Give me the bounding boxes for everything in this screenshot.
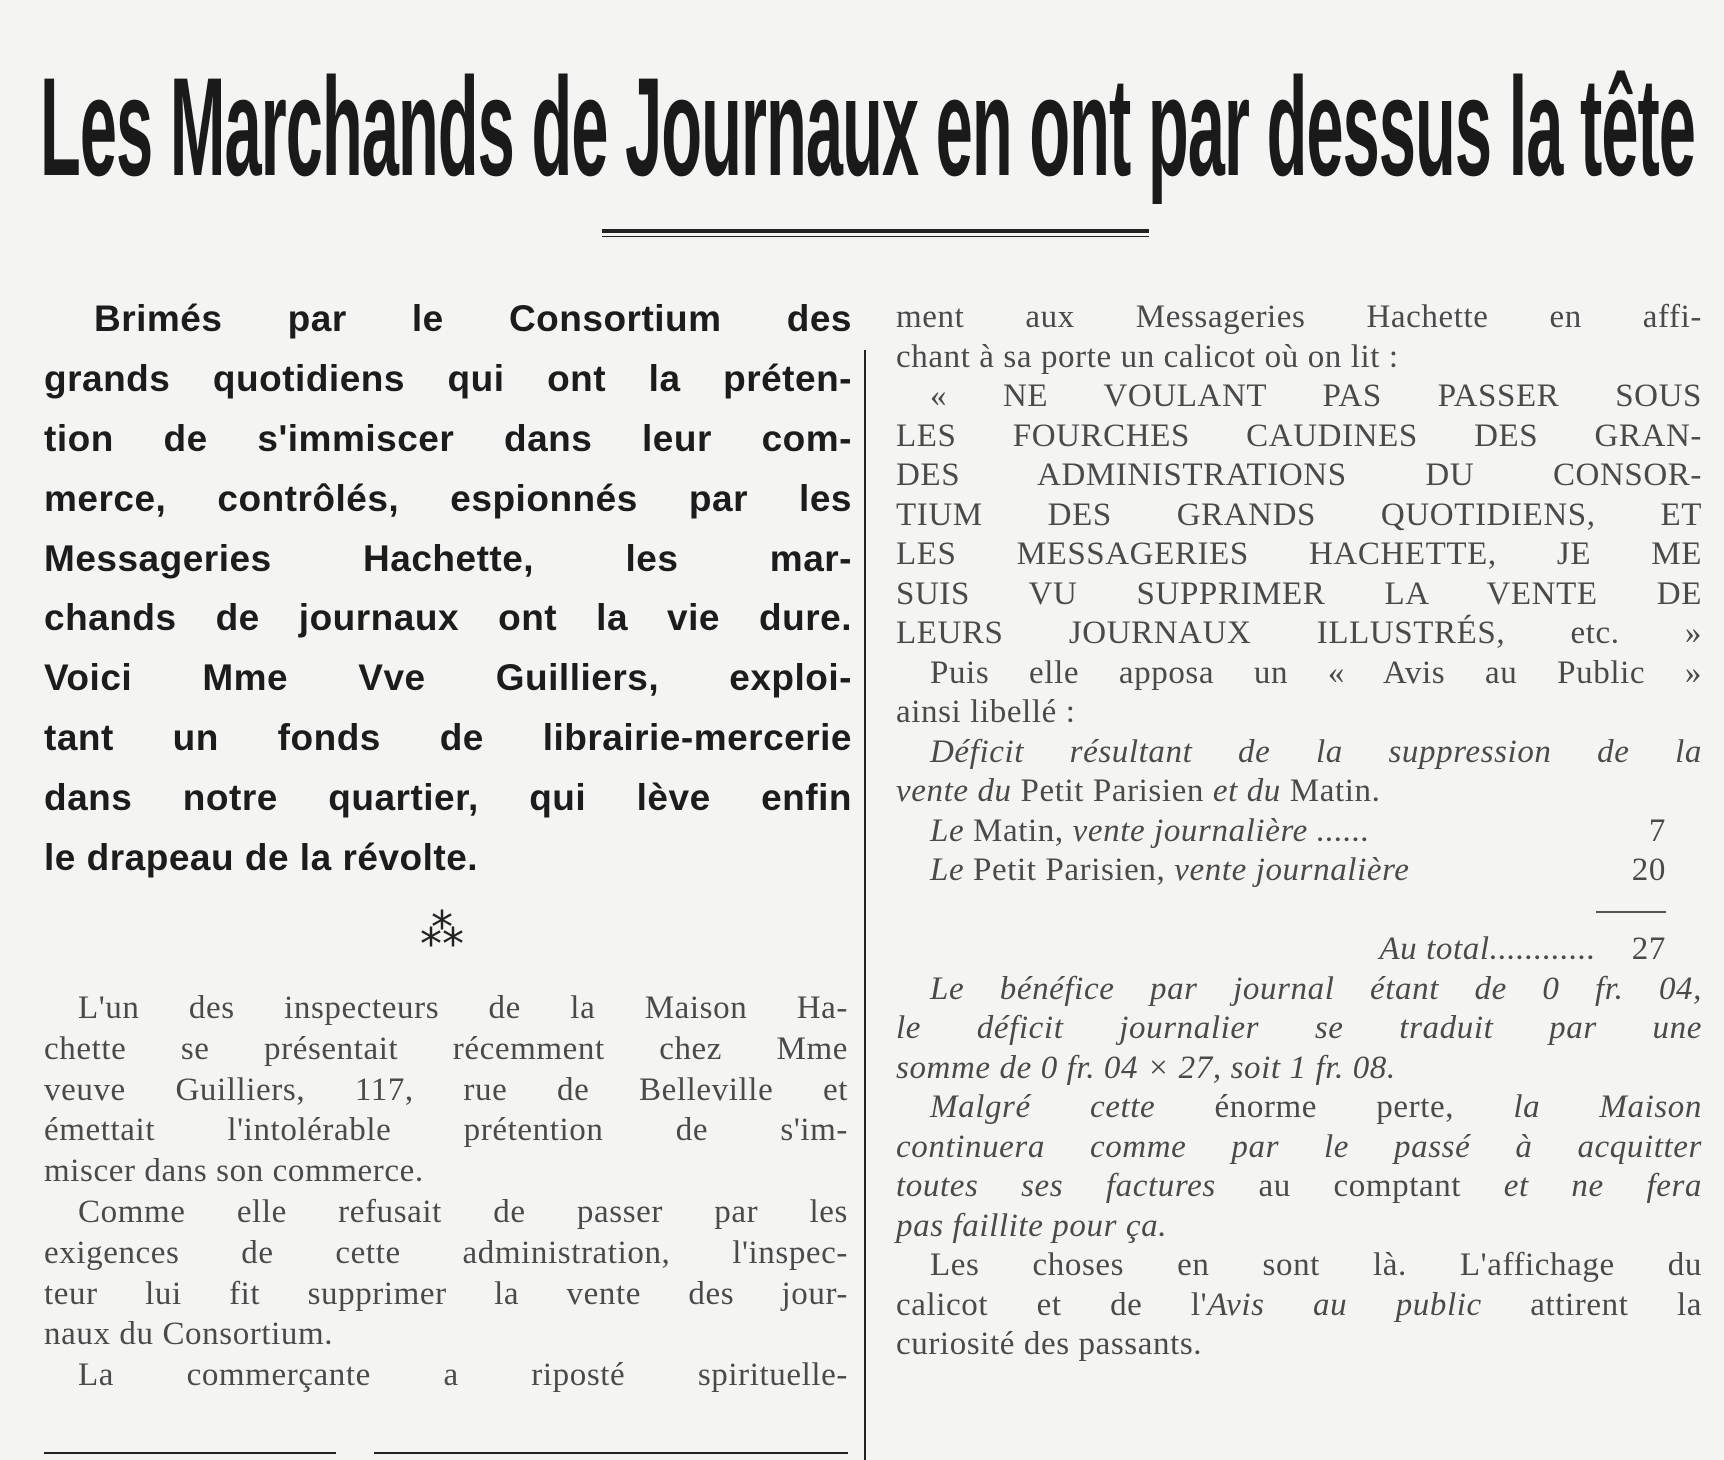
italic-text: Le xyxy=(930,852,965,888)
deficit-row xyxy=(896,851,1702,891)
intro-paragraph xyxy=(44,289,852,888)
text-segment: ment aux Messageries Hachette en affi- xyxy=(896,299,1702,335)
text-line xyxy=(44,349,852,409)
text-segment: Les choses en sont là. L'affichage du xyxy=(930,1247,1702,1283)
italic-text: et ne fera xyxy=(1503,1168,1703,1204)
text-segment: tant un fonds de librairie-mercerie xyxy=(44,717,852,759)
row-value: 7 xyxy=(1648,812,1666,849)
text-line xyxy=(896,377,1702,417)
text-line xyxy=(896,614,1702,654)
text-segment: SUIS VU SUPPRIMER LA VENTE DE xyxy=(896,575,1702,612)
text-segment: dans notre quartier, qui lève enfin xyxy=(44,777,852,819)
text-line xyxy=(896,1207,1702,1247)
text-line xyxy=(44,1151,848,1192)
text-line xyxy=(896,575,1702,615)
text-segment: exigences de cette administration, l'inspec- xyxy=(44,1234,848,1271)
text-line xyxy=(44,1070,848,1111)
italic-text: vente du xyxy=(896,773,1012,809)
sum-rule xyxy=(896,891,1702,931)
text-line xyxy=(44,529,852,589)
text-line xyxy=(896,1128,1702,1168)
text-line xyxy=(44,1029,848,1070)
text-segment: Comme elle refusait de passer par les xyxy=(78,1193,848,1230)
text-segment: merce, contrôlés, espionnés par les xyxy=(44,477,852,519)
text-segment: Voici Mme Vve Guilliers, exploi- xyxy=(44,657,852,699)
text-segment: Matin, xyxy=(964,812,1073,849)
text-line xyxy=(44,828,852,888)
text-line xyxy=(44,768,852,828)
italic-text: vente journalière ...... xyxy=(1072,812,1370,849)
headline xyxy=(40,48,1700,205)
text-segment: LES FOURCHES CAUDINES DES GRAN- xyxy=(896,417,1702,454)
text-segment: L'un des inspecteurs de la Maison Ha- xyxy=(78,990,848,1026)
text-segment: grands quotidiens qui ont la préten- xyxy=(44,357,852,399)
title-rule xyxy=(602,229,1149,233)
text-line xyxy=(44,988,848,1029)
text-line xyxy=(44,469,852,529)
deficit-row xyxy=(896,812,1702,852)
italic-text: somme de 0 fr. 04 × 27, soit 1 fr. 08. xyxy=(896,1049,1396,1086)
italic-text: toutes ses factures xyxy=(896,1168,1216,1204)
text-line xyxy=(896,970,1702,1010)
italic-text: Déficit résultant de la suppression de la xyxy=(930,733,1702,770)
text-segment: teur lui fit supprimer la vente des jour- xyxy=(44,1275,848,1312)
text-line xyxy=(44,289,852,349)
italic-text: Malgré cette xyxy=(930,1089,1156,1125)
bottom-rule-left xyxy=(44,1452,336,1454)
text-line xyxy=(896,338,1702,378)
text-line xyxy=(896,1246,1702,1286)
title-rule-thin xyxy=(602,236,1149,237)
text-segment: Brimés par le Consortium des xyxy=(94,298,852,339)
text-segment: chant à sa porte un calicot où on lit : xyxy=(896,338,1399,375)
text-segment: naux du Consortium. xyxy=(44,1316,334,1353)
text-segment: chette se présentait récemment chez Mme xyxy=(44,1030,848,1067)
text-segment: énorme perte, xyxy=(1155,1089,1514,1125)
text-segment: attirent la xyxy=(1481,1286,1702,1323)
text-line xyxy=(44,1274,848,1315)
text-segment: Messageries Hachette, les mar- xyxy=(44,537,852,579)
bottom-rule-right xyxy=(374,1452,848,1454)
italic-text: continuera comme par le passé à acquitter xyxy=(896,1128,1702,1165)
left-column-body xyxy=(44,988,848,1396)
text-line xyxy=(44,1314,848,1355)
italic-text: vente journalière xyxy=(1174,852,1410,888)
italic-text: la Maison xyxy=(1513,1089,1703,1125)
headline-text: Les Marchands de Journaux en ont par dessus la tête xyxy=(40,48,1695,205)
row-label xyxy=(930,851,1410,891)
text-line xyxy=(896,654,1702,694)
text-segment: tion de s'immiscer dans leur com- xyxy=(44,417,852,459)
text-segment: Petit Parisien, xyxy=(964,852,1175,888)
column-divider xyxy=(864,350,866,1460)
italic-text: Au total............ xyxy=(1379,931,1596,967)
text-line xyxy=(44,1192,848,1233)
text-line xyxy=(44,409,852,469)
italic-text: et du xyxy=(1212,773,1281,809)
text-segment: La commerçante a riposté spirituelle- xyxy=(78,1357,848,1394)
text-line xyxy=(44,1355,848,1396)
italic-text: Le bénéfice par journal étant de 0 fr. 04, xyxy=(930,970,1702,1007)
text-line xyxy=(896,298,1702,338)
row-value: 20 xyxy=(1631,852,1666,888)
text-line xyxy=(896,496,1702,536)
text-segment: LES MESSAGERIES HACHETTE, JE ME xyxy=(896,536,1702,572)
text-segment: TIUM DES GRANDS QUOTIDIENS, ET xyxy=(896,496,1702,533)
text-line xyxy=(896,733,1702,773)
text-line xyxy=(896,456,1702,496)
text-segment: DES ADMINISTRATIONS DU CONSOR- xyxy=(896,457,1702,493)
row-label xyxy=(930,812,1370,852)
text-segment: miscer dans son commerce. xyxy=(44,1153,424,1190)
text-segment: ainsi libellé : xyxy=(896,694,1076,730)
text-line xyxy=(896,1286,1702,1326)
text-line xyxy=(896,772,1702,812)
text-line xyxy=(896,1088,1702,1128)
asterism-separator: ⁂ xyxy=(420,905,464,956)
text-segment: veuve Guilliers, 117, rue de Belleville et xyxy=(44,1071,848,1108)
text-segment: LEURS JOURNAUX ILLUSTRÉS, etc. » xyxy=(896,615,1702,651)
text-line xyxy=(44,708,852,768)
text-segment: chands de journaux ont la vie dure. xyxy=(44,597,852,639)
row-label xyxy=(1379,930,1595,970)
text-segment: « NE VOULANT PAS PASSER SOUS xyxy=(930,378,1702,414)
row-value: 27 xyxy=(1631,931,1666,967)
text-line xyxy=(896,1325,1702,1365)
text-line xyxy=(896,1167,1702,1207)
italic-text: pas faillite pour ça. xyxy=(896,1207,1168,1244)
text-line xyxy=(896,417,1702,457)
text-line xyxy=(44,1233,848,1274)
text-segment: Petit Parisien xyxy=(1011,773,1213,809)
text-segment: le drapeau de la révolte. xyxy=(44,837,479,879)
text-line xyxy=(896,1009,1702,1049)
text-line xyxy=(896,1049,1702,1089)
text-segment: Matin. xyxy=(1280,773,1381,809)
text-segment: au comptant xyxy=(1215,1168,1504,1204)
italic-text: le déficit journalier se traduit par une xyxy=(896,1010,1702,1046)
text-line xyxy=(896,693,1702,733)
right-column-body xyxy=(896,298,1702,1365)
italic-text: Avis au public xyxy=(1207,1286,1482,1323)
text-line xyxy=(44,648,852,708)
text-line xyxy=(44,588,852,648)
text-line xyxy=(44,1110,848,1151)
text-line xyxy=(896,535,1702,575)
total-row xyxy=(896,930,1702,970)
text-segment: Puis elle apposa un « Avis au Public » xyxy=(930,654,1702,691)
text-segment: curiosité des passants. xyxy=(896,1326,1203,1362)
text-segment: émettait l'intolérable prétention de s'im- xyxy=(44,1112,848,1149)
italic-text: Le xyxy=(930,812,965,849)
text-segment: calicot et de l' xyxy=(896,1286,1208,1323)
